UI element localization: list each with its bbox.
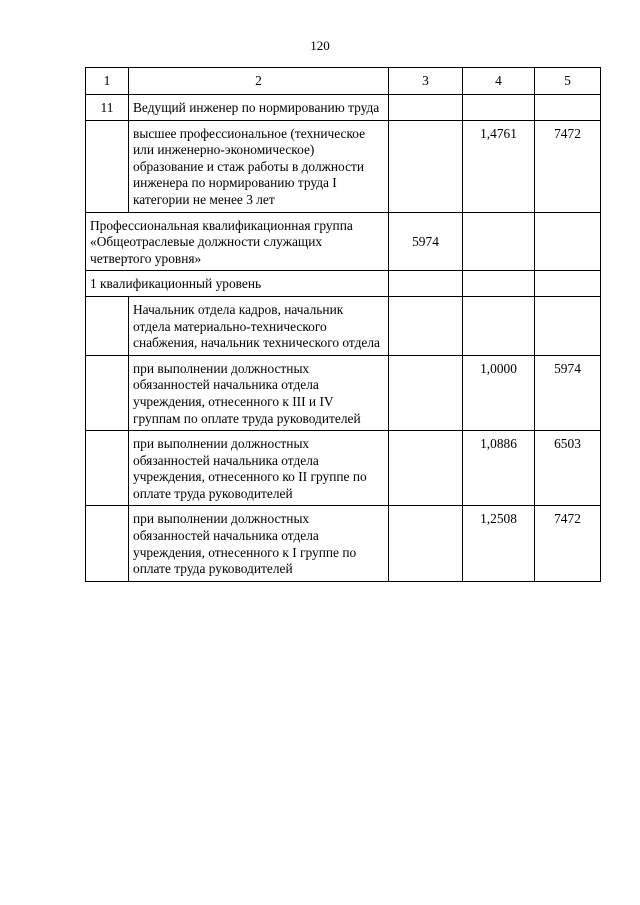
salary-value: 7472 [535,506,601,581]
page-number: 120 [310,38,330,53]
coefficient-value: 1,2508 [463,506,535,581]
cell-empty [86,506,129,581]
cell-empty [389,296,463,355]
table-row-requirements [86,120,601,212]
table-row-positions [86,296,601,355]
positions-list: Начальник отдела кадров, начальник отдела материально-технического снабжения, начальник технического отдела [129,296,389,355]
cell-empty [463,271,535,297]
table-row [86,355,601,430]
coefficient-value: 1,4761 [463,120,535,212]
table-header-row [86,68,601,95]
condition-text: при выполнении должностных обязанностей начальника отдела учреждения, отнесенного к I группе по оплате труда руководителей [129,506,389,581]
cell-empty [389,120,463,212]
cell-empty [463,212,535,271]
salary-table [85,67,601,582]
cell-empty [535,271,601,297]
position-title: Ведущий инженер по нормированию труда [129,95,389,121]
cell-empty [463,95,535,121]
header-col-4: 4 [463,68,535,95]
salary-value: 6503 [535,431,601,506]
level-title: 1 квалификационный уровень [86,271,389,297]
cell-empty [86,120,129,212]
group-base-salary: 5974 [389,212,463,271]
condition-text: при выполнении должностных обязанностей начальника отдела учреждения, отнесенного ко II группе по оплате труда руководителей [129,431,389,506]
cell-empty [86,431,129,506]
table-row [86,431,601,506]
cell-empty [535,212,601,271]
header-col-2: 2 [129,68,389,95]
cell-empty [389,355,463,430]
cell-empty [389,271,463,297]
table-row-position-11 [86,95,601,121]
cell-empty [389,431,463,506]
table-row [86,506,601,581]
cell-empty [86,296,129,355]
coefficient-value: 1,0886 [463,431,535,506]
position-number: 11 [86,95,129,121]
coefficient-value: 1,0000 [463,355,535,430]
cell-empty [86,355,129,430]
table-row-level [86,271,601,297]
cell-empty [389,95,463,121]
condition-text: при выполнении должностных обязанностей начальника отдела учреждения, отнесенного к III и IV группам по оплате труда руководителей [129,355,389,430]
header-col-3: 3 [389,68,463,95]
header-col-1: 1 [86,68,129,95]
salary-value: 5974 [535,355,601,430]
requirements-text: высшее профессиональное (техническое или инженерно-экономическое) образование и стаж работы в должности инженера по нормированию труда I категории не менее 3 лет [129,120,389,212]
cell-empty [463,296,535,355]
cell-empty [535,296,601,355]
table-row-group [86,212,601,271]
group-title: Профессиональная квалификационная группа «Общеотраслевые должности служащих четвертого уровня» [86,212,389,271]
cell-empty [389,506,463,581]
header-col-5: 5 [535,68,601,95]
cell-empty [535,95,601,121]
salary-value: 7472 [535,120,601,212]
